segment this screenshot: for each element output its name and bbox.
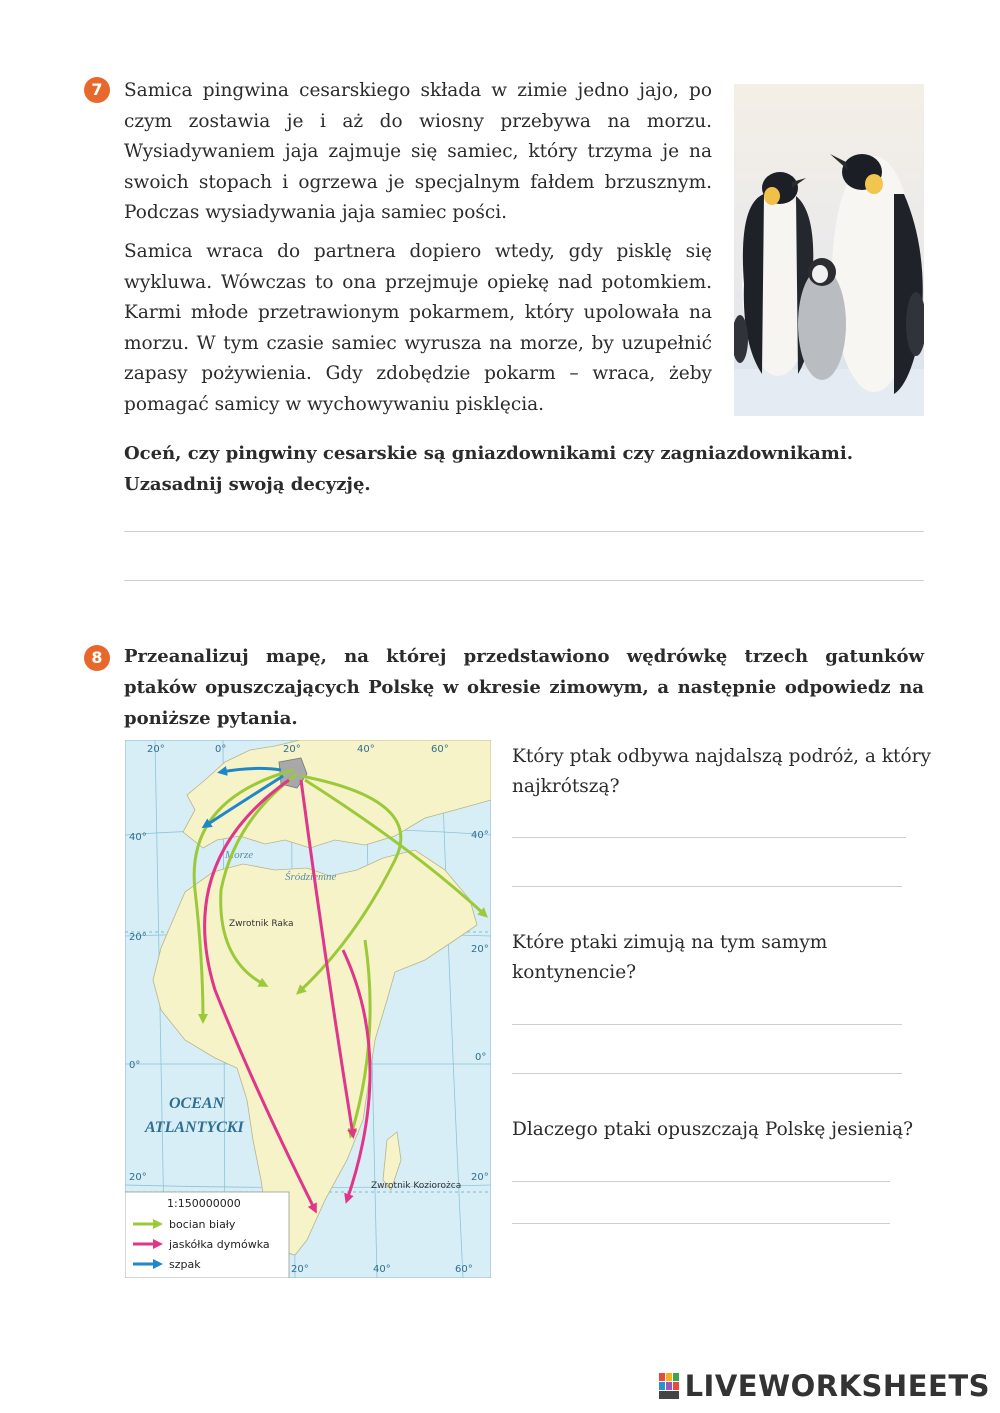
task-number-badge: 8 bbox=[84, 645, 110, 671]
ocean-label-1: OCEAN bbox=[169, 1095, 225, 1112]
task8-question-1: Który ptak odbywa najdalszą podróż, a który najkrótszą? bbox=[512, 746, 931, 797]
answer-line-1[interactable] bbox=[124, 531, 924, 532]
deg-right: 20° bbox=[471, 944, 489, 955]
deg-right: 0° bbox=[475, 1052, 487, 1063]
ocean-label-2: ATLANTYCKI bbox=[145, 1119, 244, 1136]
penguin-photo bbox=[734, 84, 924, 416]
task-number-badge: 7 bbox=[84, 77, 110, 103]
task7-paragraph-2: Samica wraca do partnera dopiero wtedy, gdy pisklę się wykluwa. Wówczas to ona przejmuje opiekę nad potomkiem. Karmi młode przetrawionym pokarmem, który upolowała na morzu. W tym czasie samiec wyrusza na morze, by uzupełnić zapasy pożywienia. Gdy zdobędzie pokarm – wraca, żeby pomagać samicy w wychowywaniu pisklęcia. bbox=[124, 241, 712, 415]
deg-left: 20° bbox=[129, 932, 147, 943]
answer-line-q1b[interactable] bbox=[512, 886, 902, 887]
legend-starling: szpak bbox=[169, 1258, 201, 1271]
map-scale: 1:150000000 bbox=[167, 1197, 241, 1210]
answer-line-2[interactable] bbox=[124, 580, 924, 581]
tropic-capricorn-label: Zwrotnik Koziorożca bbox=[371, 1181, 462, 1191]
deg-top: 20° bbox=[147, 744, 165, 755]
answer-line-q3b[interactable] bbox=[512, 1223, 890, 1224]
sea-label-1: Morze bbox=[225, 849, 254, 861]
answer-line-q1a[interactable] bbox=[512, 837, 906, 838]
liveworksheets-text: LIVEWORKSHEETS bbox=[684, 1369, 990, 1403]
answer-line-q2b[interactable] bbox=[512, 1073, 902, 1074]
deg-left: 40° bbox=[129, 832, 147, 843]
sea-label-2: Śródziemne bbox=[285, 871, 337, 883]
task8-intro: Przeanalizuj mapę, na której przedstawiono wędrówkę trzech gatunków ptaków opuszczających Polskę w okresie zimowym, a następnie odpowiedz na poniższe pytania. bbox=[124, 646, 924, 729]
task8-question-3: Dlaczego ptaki opuszczają Polskę jesienią? bbox=[512, 1119, 914, 1140]
penguin-illustration bbox=[734, 84, 924, 416]
answer-line-q3a[interactable] bbox=[512, 1181, 890, 1182]
deg-bottom: 60° bbox=[455, 1264, 473, 1275]
bird-migration-map bbox=[125, 740, 491, 1278]
task7-paragraph-1: Samica pingwina cesarskiego składa w zimie jedno jajo, po czym zostawia je i aż do wiosny przebywa na morzu. Wysiadywaniem jaja zajmuje się samiec, który trzyma je na swoich stopach i ogrzewa je specjalnym fałdem brzusznym. Podczas wysiadywania jaja samiec pości. bbox=[124, 80, 712, 223]
deg-top: 0° bbox=[215, 744, 227, 755]
legend-stork: bocian biały bbox=[169, 1218, 236, 1231]
deg-left: 0° bbox=[129, 1060, 141, 1071]
legend-swallow: jaskółka dymówka bbox=[169, 1238, 270, 1251]
deg-bottom: 40° bbox=[373, 1264, 391, 1275]
deg-top: 40° bbox=[357, 744, 375, 755]
deg-top: 20° bbox=[283, 744, 301, 755]
liveworksheets-watermark bbox=[659, 1369, 990, 1403]
answer-line-q2a[interactable] bbox=[512, 1024, 902, 1025]
deg-right: 40° bbox=[471, 830, 489, 841]
deg-bottom: 20° bbox=[291, 1264, 309, 1275]
deg-left: 20° bbox=[129, 1172, 147, 1183]
map-legend bbox=[125, 1192, 289, 1278]
task8-question-2: Które ptaki zimują na tym samym kontynencie? bbox=[512, 932, 828, 983]
deg-top: 60° bbox=[431, 744, 449, 755]
task7-question: Oceń, czy pingwiny cesarskie są gniazdownikami czy zagniazdownikami. Uzasadnij swoją decyzję. bbox=[124, 443, 853, 495]
deg-right: 20° bbox=[471, 1172, 489, 1183]
tropic-cancer-label: Zwrotnik Raka bbox=[229, 919, 294, 929]
liveworksheets-logo-icon bbox=[659, 1373, 681, 1399]
